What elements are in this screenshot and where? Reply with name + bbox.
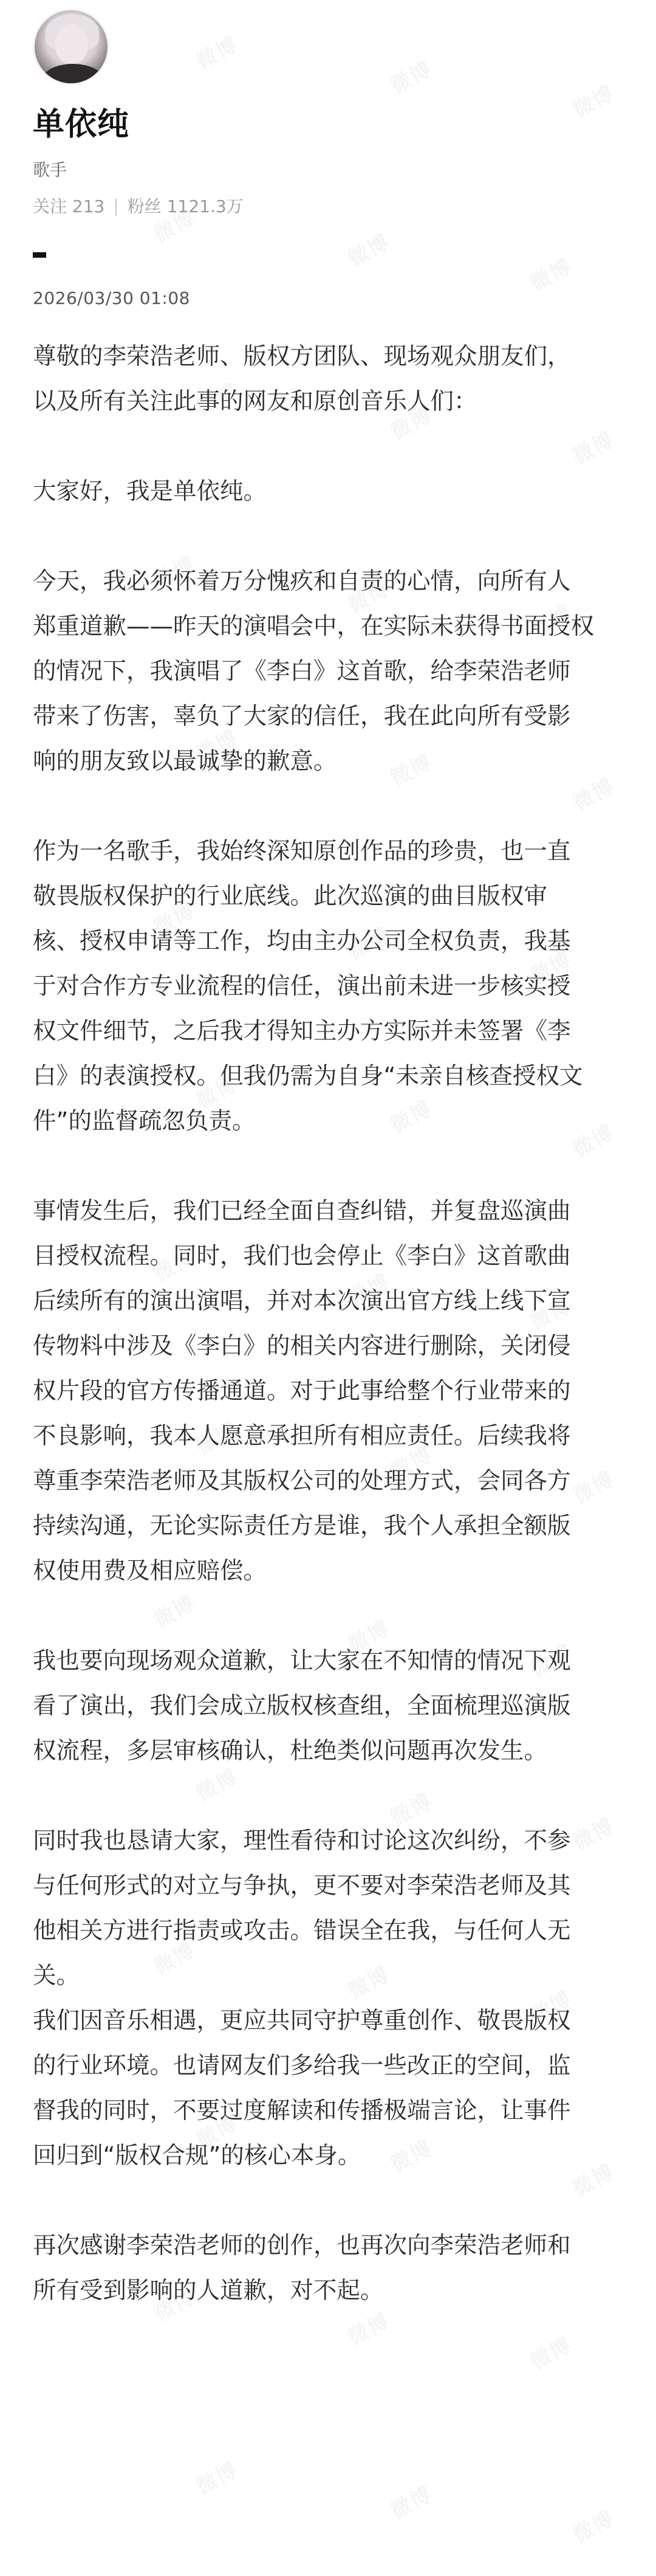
post-paragraph: 大家好，我是单依纯。: [33, 478, 267, 505]
post-paragraph: 事情发生后，我们已经全面自查纠错，并复盘巡演曲 目授权流程。同时，我们也会停止《李白》这首歌曲 后续所有的演出演唱，并对本次演出官方线上线下宣 传物料中涉及《李白》的相关内容进行删除，关闭侵 权片段的官方传播通道。对于此事给整个行业带来的 不良影响，我本人愿意承担所有相应责任。后续我将 尊重李荣浩老师及其版权公司的处理方式，会同各方 持续沟通，无论实际责任方是谁，我个人承担全额版 权使用费及相应赔偿。: [33, 1197, 571, 1585]
follow-count[interactable]: 关注 213: [33, 196, 105, 216]
stats-separator: |: [113, 195, 119, 216]
post-content: [33, 334, 625, 2313]
avatar[interactable]: [33, 9, 109, 85]
post-paragraph: 今天，我必须怀着万分愧疚和自责的心情，向所有人 郑重道歉——昨天的演唱会中，在实际未获得书面授权 的情况下，我演唱了《李白》这首歌，给李荣浩老师 带来了伤害，辜负了大家的信任，我在此向所有受影 响的朋友致以最诚挚的歉意。: [33, 568, 595, 775]
post-paragraph: 再次感谢李荣浩老师的创作，也再次向李荣浩老师和 所有受到影响的人道歉，对不起。: [33, 2232, 571, 2304]
post-paragraph: 作为一名歌手，我始终深知原创作品的珍贵，也一直 敬畏版权保护的行业底线。此次巡演的曲目版权审 核、授权申请等工作，均由主办公司全权负责，我基 于对合作方专业流程的信任，演出前未进一步核实授 权文件细节，之后我才得知主办方实际并未签署《李 白》的表演授权。但我仍需为自身“未亲自核查授权文 件”的监督疏忽负责。: [33, 838, 583, 1135]
post-paragraph: 尊敬的李荣浩老师、版权方团队、现场观众朋友们， 以及所有关注此事的网友和原创音乐人们：: [33, 343, 571, 415]
profile-stats: [33, 193, 244, 218]
watermark-text: [524, 250, 577, 297]
profile-name[interactable]: 单依纯: [33, 106, 130, 143]
fans-count[interactable]: 粉丝 1121.3万: [127, 196, 244, 216]
profile-header: [33, 9, 623, 216]
section-divider: [33, 252, 46, 258]
post-paragraph: 同时我也恳请大家，理性看待和讨论这次纠纷，不参 与任何形式的对立与争执，更不要对李荣浩老师及其 他相关方进行指责或攻击。错误全在我，与任何人无 关。: [33, 1827, 571, 1989]
post-paragraph: 我也要向现场观众道歉，让大家在不知情的情况下观 看了演出，我们会成立版权核查组，全面梳理巡演版 权流程，多层审核确认，杜绝类似问题再次发生。: [33, 1647, 571, 1765]
profile-subtitle: 歌手: [33, 160, 67, 180]
watermark-text: [190, 2453, 243, 2500]
watermark-text: [384, 2478, 437, 2524]
post-paragraph: 我们因音乐相遇，更应共同守护尊重创作、敬畏版权 的行业环境。也请网友们多给我一些改正的空间，监 督我的同时，不要过度解读和传播极端言论，让事件 回归到“版权合规”的核心本身。: [33, 2007, 571, 2169]
watermark-text: [524, 2329, 577, 2375]
watermark-text: [567, 2502, 620, 2549]
post-date: 2026/03/30 01:08: [33, 288, 190, 308]
watermark-text: [342, 226, 395, 272]
